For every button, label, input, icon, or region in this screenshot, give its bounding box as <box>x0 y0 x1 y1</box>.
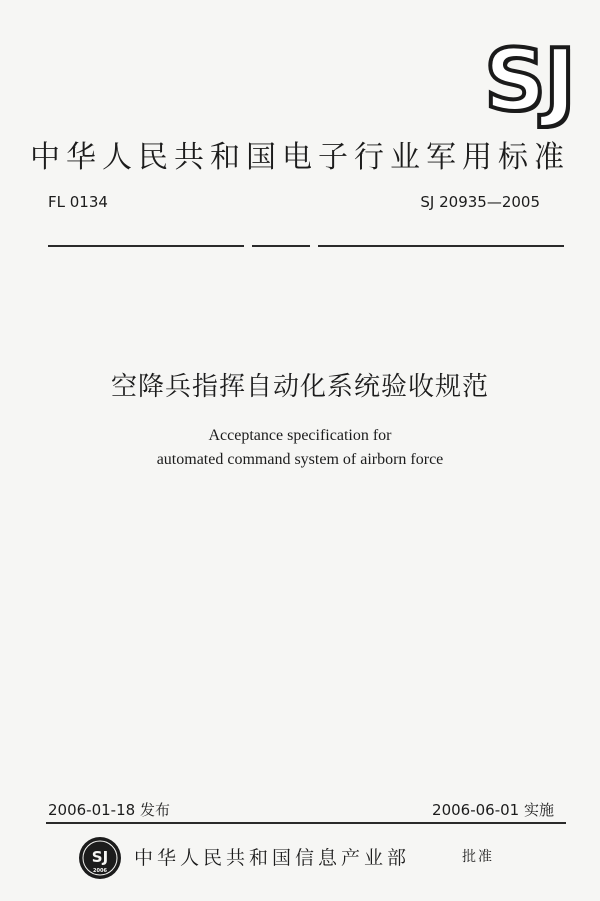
issuer-name: 中华人民共和国信息产业部 <box>134 847 411 869</box>
header-rule-right <box>318 245 564 247</box>
approval-label: 批准 <box>462 849 494 865</box>
document-title-en-line2: automated command system of airborn force <box>156 451 444 468</box>
document-title-en-line1: Acceptance specification for <box>208 427 392 444</box>
sj-logo: SJ <box>484 31 574 131</box>
standard-number: SJ 20935—2005 <box>420 193 540 211</box>
seal-year: 2006 <box>93 868 107 874</box>
implementation-date: 2006-06-01 实施 <box>432 801 554 819</box>
issue-date: 2006-01-18 发布 <box>48 801 170 819</box>
classification-code: FL 0134 <box>48 193 108 211</box>
footer-rule <box>46 822 566 824</box>
document-title-cn: 空降兵指挥自动化系统验收规范 <box>110 372 489 402</box>
document-title-en <box>0 424 600 472</box>
ministry-seal-icon <box>78 836 122 880</box>
standard-title: 中华人民共和国电子行业军用标准 <box>30 140 570 175</box>
seal-text: SJ <box>91 848 109 866</box>
header-rule-middle <box>252 245 310 247</box>
header-rule-left <box>48 245 244 247</box>
